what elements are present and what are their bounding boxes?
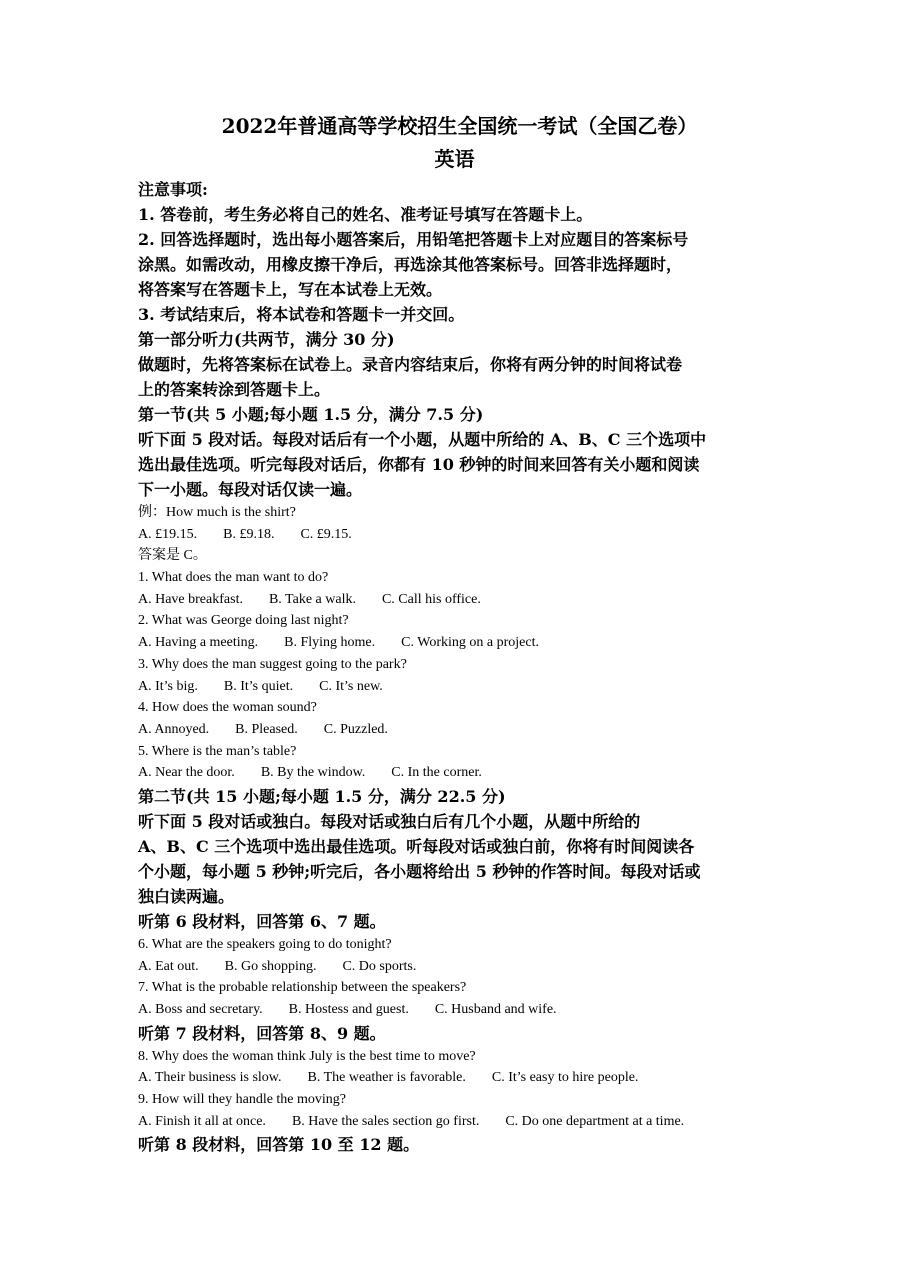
option: C. It’s new. [319,678,383,694]
subject-title: 英语 [434,147,475,171]
section-instruction: 听下面 5 段对话或独白。每段对话或独白后有几个小题，从题中所给的 [138,811,641,831]
option: B. By the window. [260,765,366,781]
option: A. Their business is slow. [138,1070,282,1086]
question: 2. What was George doing last night? [138,613,349,629]
option: C. Husband and wife. [434,1002,557,1017]
option: C. In the corner. [391,765,482,781]
option: C. Working on a project. [401,635,539,651]
option: B. Pleased. [235,721,298,737]
example-options [138,524,778,546]
material-heading: 听第 8 段材料，回答第 10 至 12 题。 [138,1135,420,1155]
question-options [138,999,778,1021]
question-options [138,956,778,978]
example-question: 例：How much is the shirt? [138,505,296,520]
question-options [138,719,778,741]
question: 8. Why does the woman think July is the best time to move? [138,1048,476,1064]
question-options [138,589,778,611]
option: B. The weather is favorable. [307,1070,466,1086]
material-heading: 听第 7 段材料，回答第 8、9 题。 [138,1023,386,1043]
question-options [138,632,778,654]
option: B. Have the sales section go first. [291,1113,480,1129]
part-heading: 第一部分听力(共两节，满分 30 分) [138,330,395,349]
option: A. Near the door. [138,765,235,781]
notice-item: 3. 考试结束后，将本试卷和答题卡一并交回。 [138,305,465,324]
section-instruction: 独白读两遍。 [138,886,235,906]
section-heading: 第一节(共 5 小题;每小题 1.5 分，满分 7.5 分) [138,405,484,424]
question-options [138,676,778,698]
option: B. Take a walk. [268,591,356,607]
question: 5. Where is the man’s table? [138,743,297,759]
option: B. £9.18. [223,526,275,542]
option: A. £19.15. [138,526,198,542]
material-heading: 听第 6 段材料，回答第 6、7 题。 [138,911,386,931]
notice-item: 2. 回答选择题时，选出每小题答案后，用铅笔把答题卡上对应题目的答案标号 [138,230,689,249]
option: C. £9.15. [300,526,352,542]
option: A. Finish it all at once. [138,1113,266,1129]
question: 3. Why does the man suggest going to the park? [138,656,407,672]
option: B. It’s quiet. [223,678,294,694]
section-instruction: 下一小题。每段对话仅读一遍。 [138,480,363,499]
question: 4. How does the woman sound? [138,700,317,716]
question: 1. What does the man want to do? [138,570,329,586]
option: A. Eat out. [138,958,199,974]
question: 7. What is the probable relationship between the speakers? [138,980,467,996]
question-options [138,1067,778,1089]
section-heading: 第二节(共 15 小题;每小题 1.5 分，满分 22.5 分) [138,786,506,806]
option: B. Hostess and guest. [288,1002,409,1017]
option: B. Flying home. [284,635,376,651]
option: A. Boss and secretary. [138,1002,263,1017]
option: A. Annoyed. [138,721,210,737]
example-answer: 答案是 C。 [138,548,207,564]
option: C. Call his office. [381,591,481,607]
section-instruction: 选出最佳选项。听完每段对话后，你都有 10 秒钟的时间来回答有关小题和阅读 [138,455,700,474]
option: A. Have breakfast. [138,591,243,607]
option: C. Do one department at a time. [505,1113,685,1129]
part-instruction: 上的答案转涂到答题卡上。 [138,380,331,399]
option: A. Having a meeting. [138,635,259,651]
section-instruction: 听下面 5 段对话。每段对话后有一个小题，从题中所给的 A、B、C 三个选项中 [138,430,707,449]
notice-item: 将答案写在答题卡上，写在本试卷上无效。 [138,280,443,299]
notice-item: 1. 答卷前，考生务必将自己的姓名、准考证号填写在答题卡上。 [138,205,593,224]
exam-content [138,177,778,1157]
section-instruction: 个小题，每小题 5 秒钟;听完后，各小题将给出 5 秒钟的作答时间。每段对话或 [138,861,701,881]
option: C. Do sports. [342,958,417,974]
option: C. Puzzled. [323,721,388,737]
question-options [138,762,778,784]
notice-heading: 注意事项: [138,180,208,199]
notice-item: 涂黑。如需改动，用橡皮擦干净后，再选涂其他答案标号。回答非选择题时， [138,255,683,274]
question-options [138,1111,778,1133]
option: C. It’s easy to hire people. [491,1070,639,1086]
question: 6. What are the speakers going to do tonight? [138,936,392,952]
part-instruction: 做题时，先将答案标在试卷上。录音内容结束后，你将有两分钟的时间将试卷 [138,355,683,374]
section-instruction: A、B、C 三个选项中选出最佳选项。听每段对话或独白前，你将有时间阅读各 [138,836,695,856]
question: 9. How will they handle the moving? [138,1092,347,1108]
exam-title: 2022年普通高等学校招生全国统一考试（全国乙卷） [221,114,698,138]
option: B. Go shopping. [224,958,317,974]
option: A. It’s big. [138,678,198,694]
